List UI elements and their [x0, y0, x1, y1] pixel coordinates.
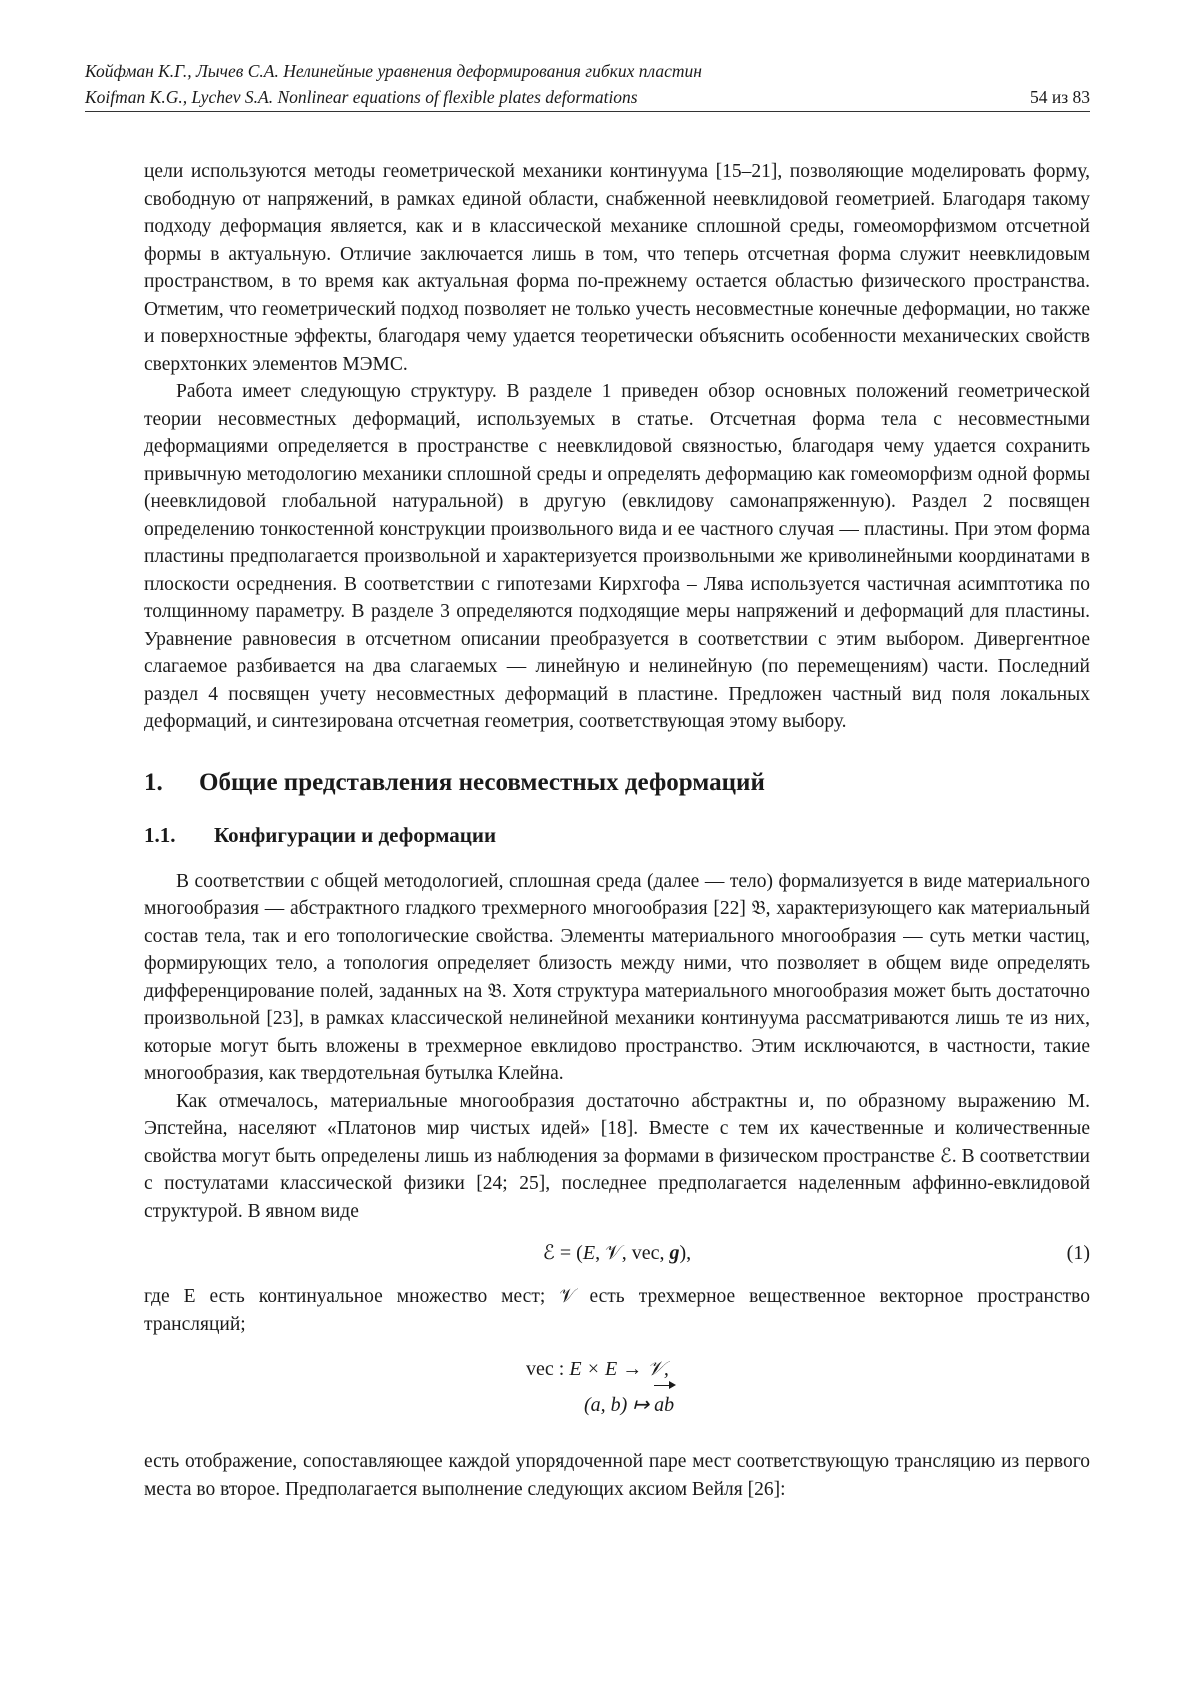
mapping-image-vector: ab [654, 1388, 674, 1422]
vec-mapping-display [144, 1352, 1090, 1430]
section-title: Общие представления несовместных деформаций [199, 768, 765, 796]
subsection-number: 1.1. [144, 822, 176, 847]
eq-lhs: ℰ [542, 1242, 555, 1264]
header-line-en [85, 84, 1090, 110]
mapping-domain: E × E → 𝒱, [569, 1358, 669, 1380]
subsection-heading [144, 820, 1090, 850]
intro-paragraph-1: цели используются методы геометрической механики континуума [15–21], позволяющие моделировать форму, свободную от напряжений, в рамках единой области, снабженной неевклидовой геометрией. Благодаря такому подходу деформация является, как и в классической механике сплошной среды, гомеоморфизмом отсчетной формы в актуальную. Отличие заключается лишь в том, что теперь отсчетная форма служит неевклидовым пространством, в то время как актуальная форма по-прежнему остается областью физического пространства. Отметим, что геометрический подход позволяет не только учесть несовместные конечные деформации, но также и поверхностные эффекты, благодаря чему удается теоретически объяснить особенности механических свойств сверхтонких элементов МЭМС. [144, 161, 1090, 375]
mapping-name: vec [526, 1358, 554, 1380]
header-line-ru [85, 58, 1090, 84]
page-number: 54 из 83 [1029, 87, 1090, 107]
eq-part-g: g [669, 1242, 680, 1264]
header-rule [85, 111, 1090, 112]
section-number: 1. [144, 768, 163, 796]
article-body [144, 158, 1090, 1503]
main-paragraph-2: Как отмечалось, материальные многообразия достаточно абстрактны и, по образному выражению М. Эпстейна, населяют «Платонов мир чистых идей» [18]. Вместе с тем их качественные и количественные свойства могут быть определены лишь из наблюдения за формами в физическом пространстве ℰ. В соответствии с постулатами классической физики [24; 25], последнее предполагается наделенным аффинно-евклидовой структурой. В явном виде [144, 1090, 1090, 1222]
mapping-row-2 [584, 1388, 674, 1422]
main-paragraph-1: В соответствии с общей методологией, сплошная среда (далее — тело) формализуется в виде материального многообразия — абстрактного гладкого трехмерного многообразия [22] 𝔅, характеризующего как материальный состав тела, так и его топологические свойства. Элементы материального многообразия — суть метки частиц, формирующих тело, а топология определяет близость между ними, что позволяет в общем виде определять дифференцирование полей, заданных на 𝔅. Хотя структура материального многообразия может быть достаточно произвольной [23], в рамках классической нелинейной механики континуума рассматриваются лишь те из них, которые могут быть вложены в трехмерное евклидово пространство. Этим исключаются, в частности, такие многообразия, как твердотельная бутылка Клейна. [144, 870, 1090, 1084]
subsection-title: Конфигурации и деформации [214, 822, 497, 847]
equation-1-body: ℰ = (E, 𝒱, vec, g), [542, 1242, 692, 1264]
header-title-ru: Койфман К.Г., Лычев С.А. Нелинейные уравнения деформирования гибких пластин [85, 61, 702, 81]
mapping-row-1: vec : E × E → 𝒱, [526, 1358, 669, 1380]
mapping-pair: (a, b) ↦ [584, 1394, 650, 1416]
after-equation-text: где E есть континуальное множество мест; 𝒱 есть трехмерное вещественное векторное пространство трансляций; [144, 1286, 1090, 1335]
equation-number: (1) [1066, 1242, 1090, 1264]
section-heading [144, 766, 1090, 800]
eq-part-vec: vec [631, 1242, 660, 1264]
after-mapping-text: есть отображение, сопоставляющее каждой упорядоченной паре мест соответствующую трансляцию из первого места во второе. Предполагается выполнение следующих аксиом Вейля [26]: [144, 1451, 1090, 1500]
equation-1 [144, 1239, 1090, 1267]
header-title-en: Koifman K.G., Lychev S.A. Nonlinear equations of flexible plates deformations [85, 87, 638, 107]
eq-part-V: 𝒱 [605, 1242, 622, 1264]
eq-part-E: E [582, 1242, 596, 1264]
running-header [85, 58, 1090, 110]
intro-paragraph-2: Работа имеет следующую структуру. В разделе 1 приведен обзор основных положений геометрической теории несовместных деформаций, используемых в статье. Отсчетная форма тела с несовместными деформациями определяется в пространстве с неевклидовой связностью, благодаря чему удается сохранить привычную методологию механики сплошной среды и определять деформацию как гомеоморфизм одной формы (неевклидовой глобальной натуральной) в другую (евклидову самонапряженную). Раздел 2 посвящен определению тонкостенной конструкции произвольного вида и ее частного случая — пластины. При этом форма пластины предполагается произвольной и характеризуется произвольными же криволинейными координатами в плоскости осреднения. В соответствии с гипотезами Кирхгофа – Лява используется частичная асимптотика по толщинному параметру. В разделе 3 определяются подходящие меры напряжений и деформаций для пластины. Уравнение равновесия в отсчетном описании преобразуется в соответствии с этим выбором. Дивергентное слагаемое разбивается на два слагаемых — линейную и нелинейную (по перемещениям) части. Последний раздел 4 посвящен учету несовместных деформаций в пластине. Предложен частный вид поля локальных деформаций, и синтезирована отсчетная геометрия, соответствующая этому выбору. [144, 381, 1090, 732]
